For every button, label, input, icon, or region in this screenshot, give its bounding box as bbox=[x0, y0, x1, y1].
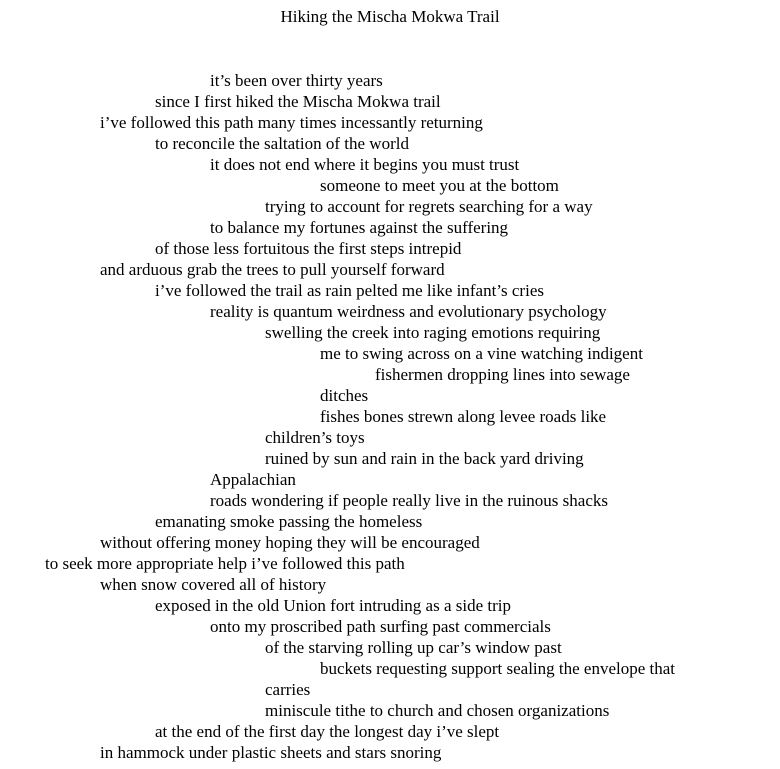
poem-line: fishermen dropping lines into sewage bbox=[375, 365, 630, 384]
poem-line: of the starving rolling up car’s window past bbox=[265, 638, 562, 657]
poem-title: Hiking the Mischa Mokwa Trail bbox=[280, 7, 500, 26]
poem-line: in hammock under plastic sheets and stars snoring bbox=[100, 743, 442, 762]
poem-line: fishes bones strewn along levee roads like bbox=[320, 407, 607, 426]
poem-line: emanating smoke passing the homeless bbox=[155, 512, 423, 531]
poem-line: roads wondering if people really live in the ruinous shacks bbox=[210, 491, 608, 510]
poem-line: reality is quantum weirdness and evolutionary psychology bbox=[210, 302, 607, 321]
poem-line: i’ve followed the trail as rain pelted me like infant’s cries bbox=[155, 281, 544, 300]
poem-line: carries bbox=[265, 680, 311, 699]
poem-line: without offering money hoping they will be encouraged bbox=[100, 533, 480, 552]
poem-line: it’s been over thirty years bbox=[210, 71, 383, 90]
poem-line: children’s toys bbox=[265, 428, 365, 447]
poem-line: to reconcile the saltation of the world bbox=[155, 134, 409, 153]
poem-line: it does not end where it begins you must trust bbox=[210, 155, 520, 174]
poem-line: me to swing across on a vine watching indigent bbox=[320, 344, 643, 363]
poem-line: of those less fortuitous the first steps intrepid bbox=[155, 239, 462, 258]
poem-line: and arduous grab the trees to pull yourself forward bbox=[100, 260, 445, 279]
poem-line: miniscule tithe to church and chosen organizations bbox=[265, 701, 610, 720]
poem-body bbox=[0, 70, 780, 763]
poem-line: exposed in the old Union fort intruding as a side trip bbox=[155, 596, 511, 615]
poem-line: Appalachian bbox=[210, 470, 296, 489]
poem-line: buckets requesting support sealing the envelope that bbox=[320, 659, 676, 678]
poem-line: to balance my fortunes against the suffering bbox=[210, 218, 509, 237]
poem-line: ditches bbox=[320, 386, 369, 405]
poem-line: at the end of the first day the longest day i’ve slept bbox=[155, 722, 500, 741]
poem-line: someone to meet you at the bottom bbox=[320, 176, 559, 195]
poem-line: when snow covered all of history bbox=[100, 575, 327, 594]
poem-line: since I first hiked the Mischa Mokwa trail bbox=[155, 92, 441, 111]
poem-line: ruined by sun and rain in the back yard driving bbox=[265, 449, 584, 468]
poem-line: swelling the creek into raging emotions requiring bbox=[265, 323, 601, 342]
poem-line: to seek more appropriate help i’ve followed this path bbox=[45, 554, 405, 573]
poem-line: trying to account for regrets searching for a way bbox=[265, 197, 593, 216]
poem-line: onto my proscribed path surfing past commercials bbox=[210, 617, 551, 636]
poem-line: i’ve followed this path many times incessantly returning bbox=[100, 113, 483, 132]
